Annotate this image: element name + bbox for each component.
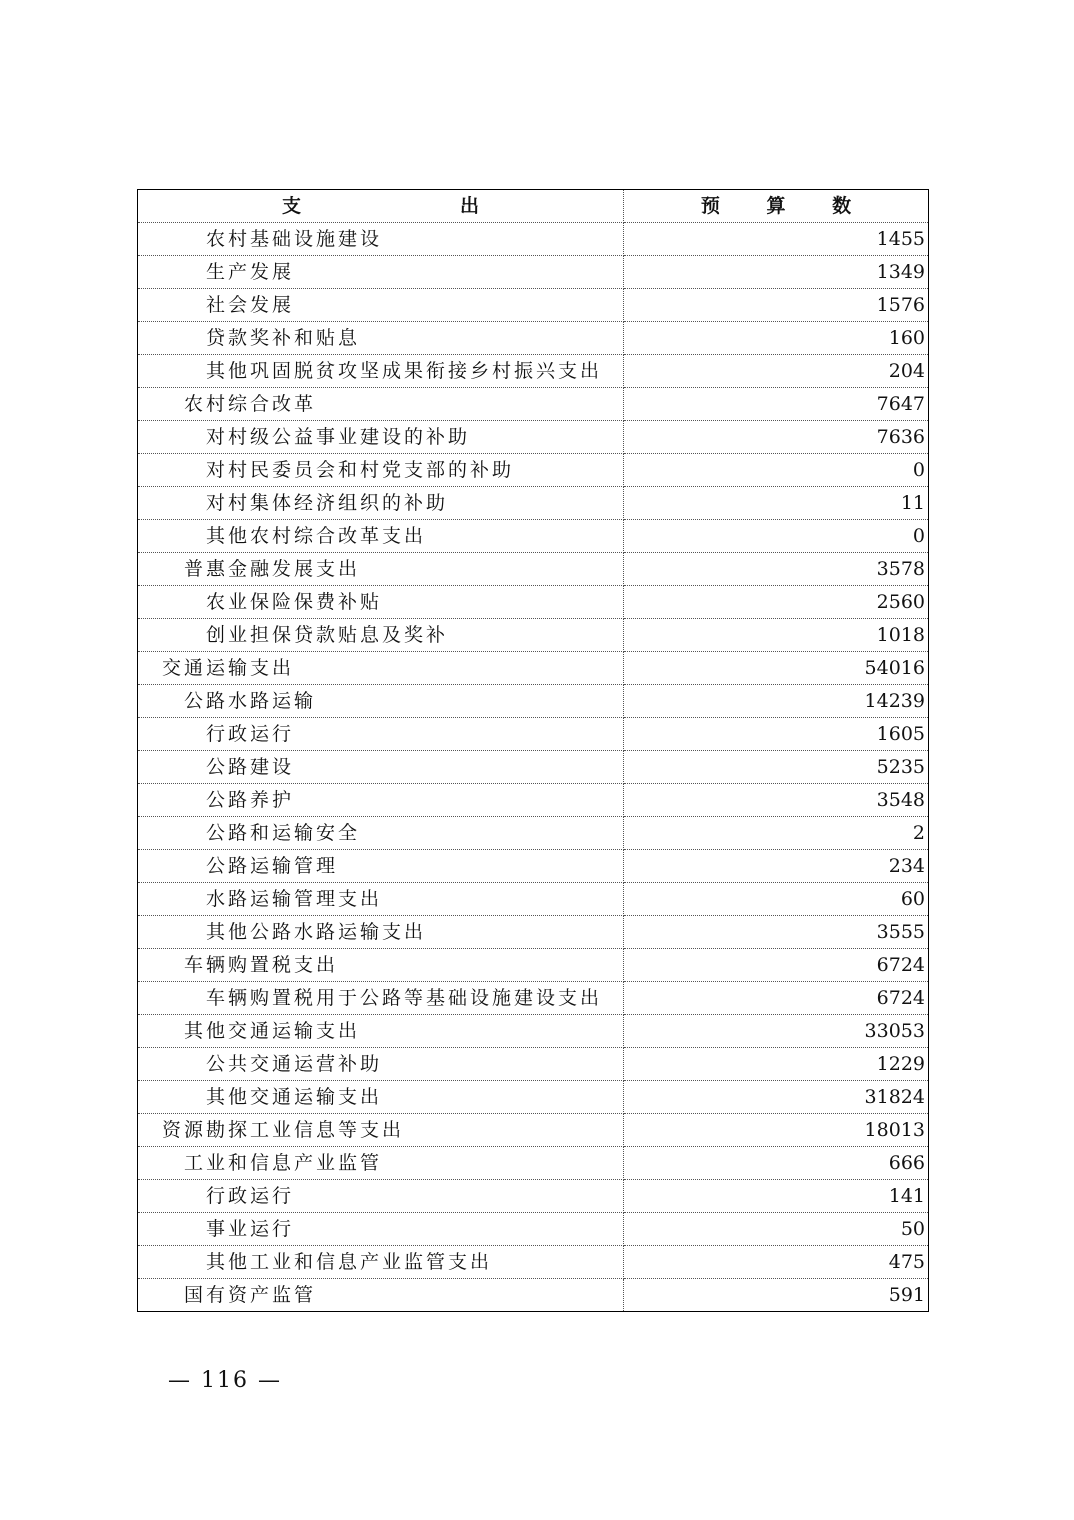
row-label: 公路运输管理	[138, 850, 624, 883]
row-label: 普惠金融发展支出	[138, 553, 624, 586]
row-amount: 591	[888, 1284, 925, 1306]
row-amount: 3555	[624, 916, 929, 949]
table-row	[138, 388, 929, 421]
table-row	[138, 1048, 929, 1081]
row-amount: 6724	[624, 949, 929, 982]
table-row	[138, 784, 929, 817]
table-row	[138, 454, 929, 487]
row-amount: 7636	[624, 421, 929, 454]
table-row	[138, 718, 929, 751]
row-amount: 1455	[624, 223, 929, 256]
table-row	[138, 355, 929, 388]
row-label: 行政运行	[138, 718, 624, 751]
row-label: 农村基础设施建设	[138, 223, 624, 256]
row-amount: 2560	[624, 586, 929, 619]
row-amount: 1605	[624, 718, 929, 751]
row-label: 社会发展	[138, 289, 624, 322]
header-expenditure: 支 出	[138, 190, 624, 223]
row-amount: 60	[624, 883, 929, 916]
row-amount: 7647	[624, 388, 929, 421]
row-amount: 475	[624, 1246, 929, 1279]
table-row	[138, 883, 929, 916]
row-label: 国有资产监管	[138, 1279, 624, 1312]
row-label: 对村级公益事业建设的补助	[138, 421, 624, 454]
table-row	[138, 619, 929, 652]
table-row	[138, 1213, 929, 1246]
row-amount: 5235	[624, 751, 929, 784]
table-row	[138, 487, 929, 520]
table-row	[138, 850, 929, 883]
row-amount: 234	[624, 850, 929, 883]
table-row	[138, 685, 929, 718]
row-label: 农业保险保费补贴	[138, 586, 624, 619]
row-label: 公路水路运输	[138, 685, 624, 718]
row-amount: 31824	[624, 1081, 929, 1114]
row-label: 公路建设	[138, 751, 624, 784]
table-header-row	[138, 190, 929, 223]
row-label: 其他工业和信息产业监管支出	[138, 1246, 624, 1279]
row-amount: 2	[624, 817, 929, 850]
table-row	[138, 223, 929, 256]
row-label: 创业担保贷款贴息及奖补	[138, 619, 624, 652]
row-label: 其他农村综合改革支出	[138, 520, 624, 553]
table-row	[138, 520, 929, 553]
row-amount: 1576	[624, 289, 929, 322]
row-label: 工业和信息产业监管	[138, 1147, 624, 1180]
row-label: 对村民委员会和村党支部的补助	[138, 454, 624, 487]
row-label: 公路和运输安全	[138, 817, 624, 850]
row-label: 事业运行	[138, 1213, 624, 1246]
row-label: 资源勘探工业信息等支出	[138, 1114, 624, 1147]
table-row	[138, 916, 929, 949]
table-row	[138, 1279, 929, 1312]
row-amount: 14239	[624, 685, 929, 718]
row-label: 其他交通运输支出	[138, 1015, 624, 1048]
row-label: 农村综合改革	[138, 388, 624, 421]
table-row	[138, 1246, 929, 1279]
row-label: 公路养护	[138, 784, 624, 817]
row-amount: 0	[624, 520, 929, 553]
row-label: 贷款奖补和贴息	[138, 322, 624, 355]
row-amount: 160	[624, 322, 929, 355]
table-row	[138, 982, 929, 1015]
row-amount: 1018	[624, 619, 929, 652]
row-amount: 18013	[624, 1114, 929, 1147]
row-label: 其他交通运输支出	[138, 1081, 624, 1114]
table-row	[138, 1015, 929, 1048]
table-row	[138, 652, 929, 685]
row-label: 生产发展	[138, 256, 624, 289]
row-amount: 50	[624, 1213, 929, 1246]
table-row	[138, 1114, 929, 1147]
row-amount: 6724	[624, 982, 929, 1015]
table-row	[138, 817, 929, 850]
row-amount: 3578	[624, 553, 929, 586]
table-row	[138, 751, 929, 784]
table-row	[138, 421, 929, 454]
row-amount: 1349	[624, 256, 929, 289]
row-label: 车辆购置税支出	[138, 949, 624, 982]
row-amount: 11	[624, 487, 929, 520]
table-row	[138, 586, 929, 619]
row-amount: 204	[624, 355, 929, 388]
row-amount: 141	[624, 1180, 929, 1213]
row-amount: 54016	[624, 652, 929, 685]
header-budget-amount: 预 算 数	[624, 190, 929, 223]
table-row	[138, 553, 929, 586]
table-row	[138, 256, 929, 289]
row-label: 其他巩固脱贫攻坚成果衔接乡村振兴支出	[138, 355, 624, 388]
table-row	[138, 322, 929, 355]
table-row	[138, 949, 929, 982]
row-label: 行政运行	[138, 1180, 624, 1213]
row-amount: 666	[624, 1147, 929, 1180]
row-label: 水路运输管理支出	[138, 883, 624, 916]
budget-table	[137, 189, 929, 1312]
row-label: 对村集体经济组织的补助	[138, 487, 624, 520]
row-label: 公共交通运营补助	[138, 1048, 624, 1081]
row-amount: 1229	[624, 1048, 929, 1081]
row-amount: 33053	[624, 1015, 929, 1048]
page-number: — 116 —	[168, 1368, 282, 1393]
table-row	[138, 1081, 929, 1114]
row-amount: 0	[624, 454, 929, 487]
table-row	[138, 1180, 929, 1213]
row-label: 其他公路水路运输支出	[138, 916, 624, 949]
row-label: 交通运输支出	[138, 652, 624, 685]
row-label: 车辆购置税用于公路等基础设施建设支出	[138, 982, 624, 1015]
row-amount: 3548	[624, 784, 929, 817]
table-row	[138, 289, 929, 322]
table-row	[138, 1147, 929, 1180]
